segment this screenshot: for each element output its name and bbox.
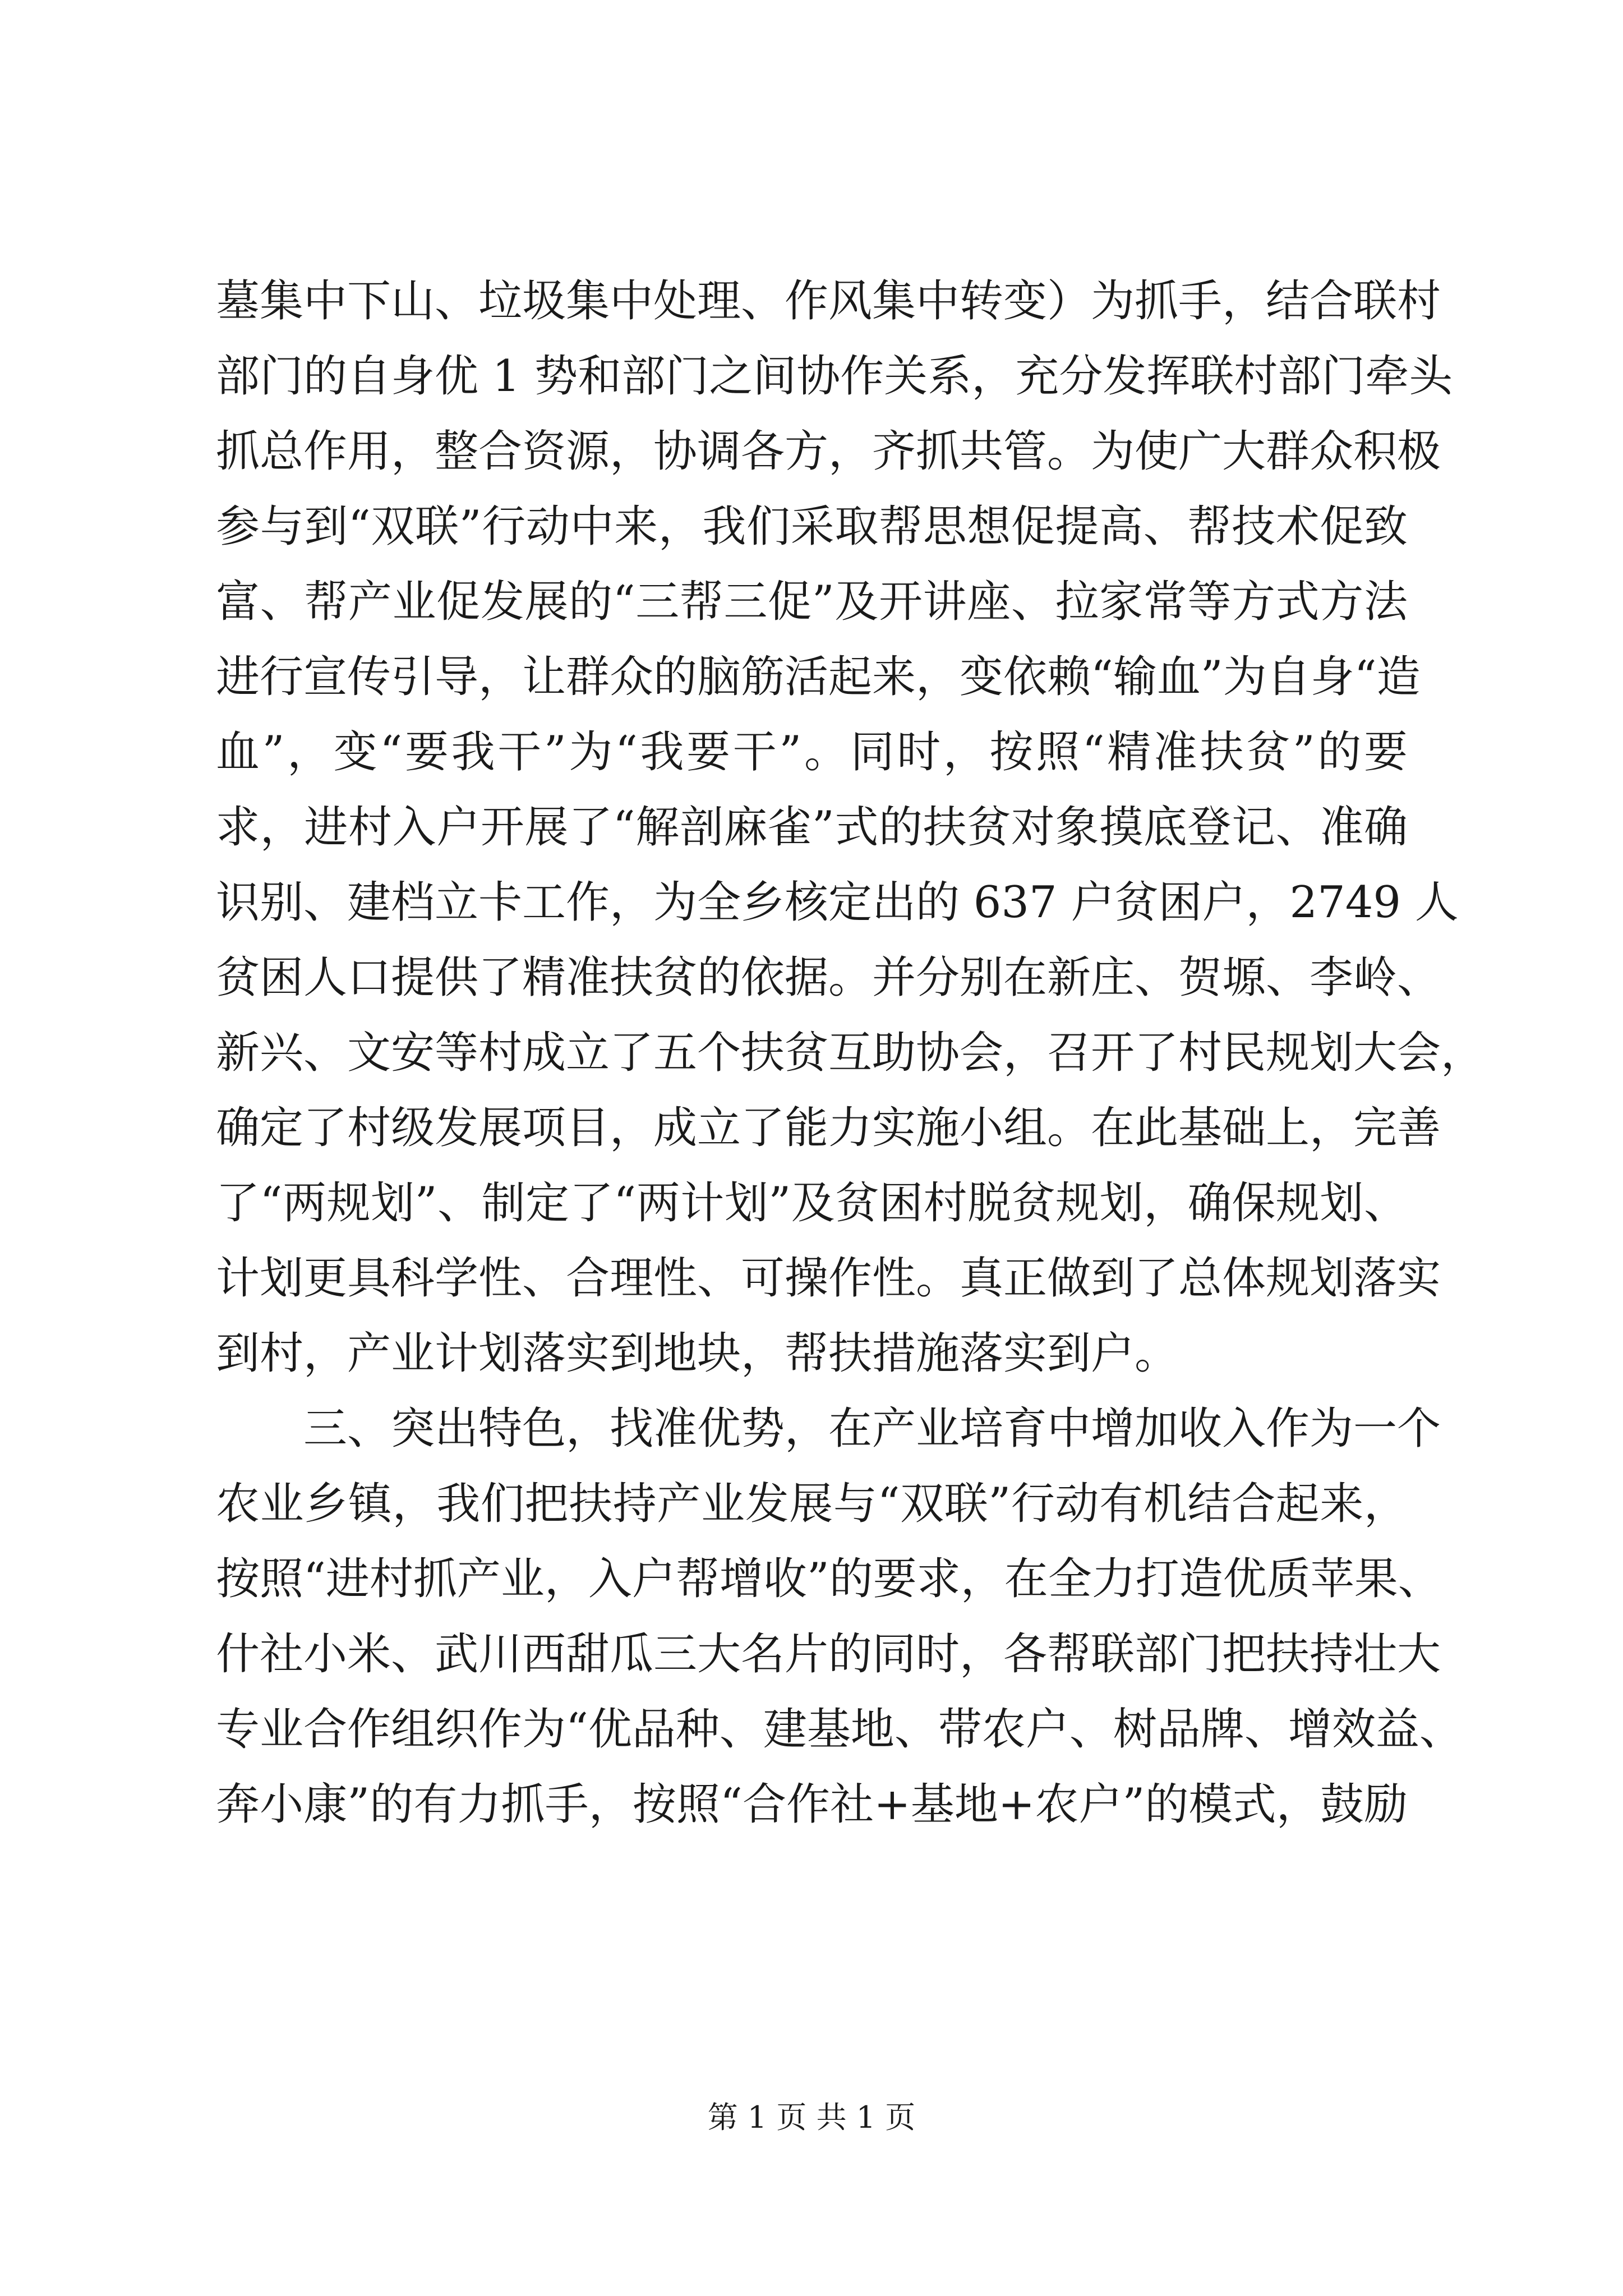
text-line: 计划更具科学性、合理性、可操作性。真正做到了总体规划落实 [216, 1253, 1441, 1304]
text-line: 确定了村级发展项目，成立了能力实施小组。在此基础上，完善 [216, 1103, 1441, 1153]
text-line: 什社小米、武川西甜瓜三大名片的同时，各帮联部门把扶持壮大 [216, 1629, 1441, 1680]
section-heading-line: 三、突出特色，找准优势，在产业培育中增加收入作为一个 [303, 1404, 1441, 1454]
text-line: 抓总作用，整合资源，协调各方，齐抓共管。为使广大群众积极 [216, 426, 1441, 477]
text-line: 求，进村入户开展了“解剖麻雀”式的扶贫对象摸底登记、准确 [216, 802, 1408, 853]
text-line: 部门的自身优 1 势和部门之间协作关系，充分发挥联村部门牵头 [216, 351, 1453, 402]
text-line: 血”，变“要我干”为“我要干”。同时，按照“精准扶贫”的要 [216, 727, 1408, 777]
text-line: 农业乡镇，我们把扶持产业发展与“双联”行动有机结合起来， [216, 1479, 1408, 1529]
text-line: 富、帮产业促发展的“三帮三促”及开讲座、拉家常等方式方法 [216, 577, 1408, 627]
text-line: 了“两规划”、制定了“两计划”及贫困村脱贫规划，确保规划、 [216, 1178, 1408, 1228]
text-line: 贫困人口提供了精准扶贫的依据。并分别在新庄、贺塬、李岭、 [216, 953, 1441, 1003]
text-line: 到村，产业计划落实到地块，帮扶措施落实到户。 [216, 1328, 1179, 1379]
page-footer: 第 1 页 共 1 页 [707, 2100, 916, 2135]
text-line: 进行宣传引导，让群众的脑筋活起来，变依赖“输血”为自身“造 [216, 652, 1421, 702]
text-line: 奔小康”的有力抓手，按照“合作社+基地+农户”的模式，鼓励 [216, 1779, 1408, 1830]
text-line: 识别、建档立卡工作，为全乡核定出的 637 户贫困户，2749 人 [216, 877, 1459, 928]
text-line: 参与到“双联”行动中来，我们采取帮思想促提高、帮技术促致 [216, 501, 1408, 552]
text-line: 专业合作组织作为“优品种、建基地、带农户、树品牌、增效益、 [216, 1704, 1463, 1755]
text-line: 墓集中下山、垃圾集中处理、作风集中转变）为抓手，结合联村 [216, 276, 1441, 326]
text-line: 新兴、文安等村成立了五个扶贫互助协会，召开了村民规划大会， [216, 1028, 1485, 1078]
text-line: 按照“进村抓产业，入户帮增收”的要求，在全力打造优质苹果、 [216, 1554, 1442, 1604]
